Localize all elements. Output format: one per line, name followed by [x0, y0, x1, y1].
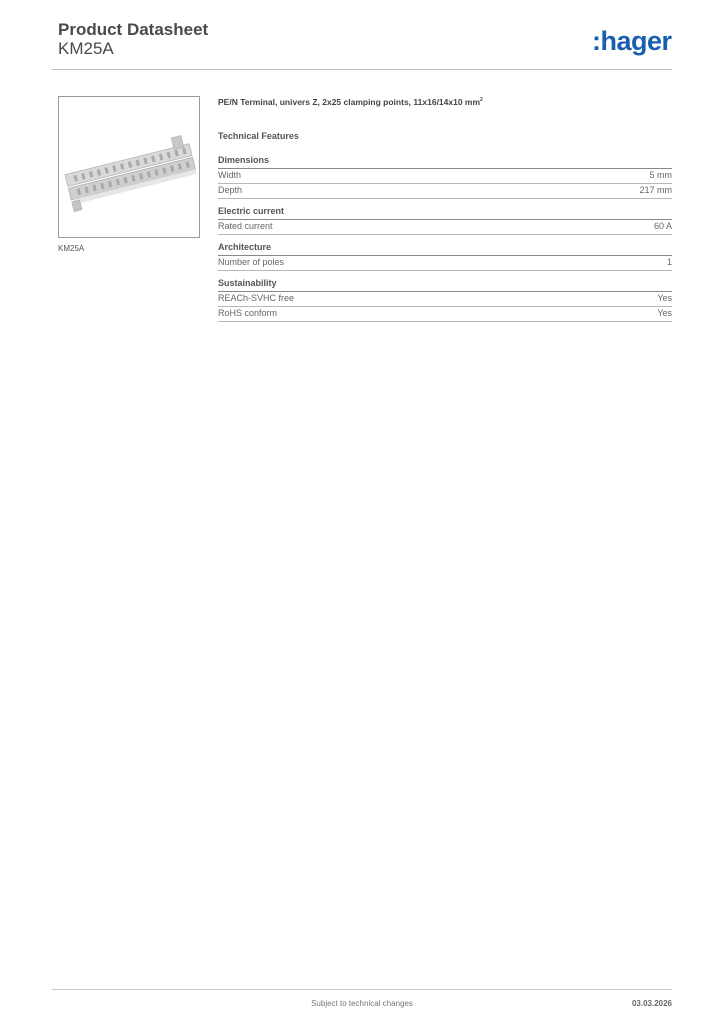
spec-row: [218, 292, 672, 307]
spec-label: RoHS conform: [218, 308, 278, 318]
section-electric-current: [218, 206, 672, 235]
section-title: Dimensions: [218, 155, 672, 169]
section-title: Electric current: [218, 206, 672, 220]
section-sustainability: [218, 278, 672, 322]
spec-value: 1: [666, 257, 672, 267]
spec-label: Number of poles: [218, 257, 285, 267]
hager-logo: :hager: [592, 26, 672, 56]
terminal-bar-illustration: [59, 97, 199, 237]
spec-value: Yes: [657, 293, 672, 303]
spec-label: Depth: [218, 185, 243, 195]
technical-features-heading: Technical Features: [218, 131, 299, 141]
spec-label: Width: [218, 170, 242, 180]
spec-row: [218, 184, 672, 199]
spec-row: [218, 169, 672, 184]
spec-row: [218, 307, 672, 322]
spec-label: Rated current: [218, 221, 273, 231]
product-description-text: PE/N Terminal, univers Z, 2x25 clamping points, 11x16/14x10 mm: [218, 97, 481, 107]
footer-note: Subject to technical changes: [311, 999, 413, 1008]
product-datasheet-title: Product Datasheet: [58, 20, 209, 39]
description-superscript: 2: [480, 97, 483, 104]
spec-value: Yes: [657, 308, 672, 318]
spec-label: REACh-SVHC free: [218, 293, 295, 303]
section-dimensions: [218, 155, 672, 199]
footer-date: 03.03.2026: [631, 999, 672, 1008]
section-title: Sustainability: [218, 278, 672, 292]
product-description: [218, 97, 672, 131]
footer-divider: [52, 989, 672, 990]
spec-value: 217 mm: [639, 185, 672, 195]
product-image-caption: KM25A: [58, 244, 85, 253]
product-image: [58, 96, 200, 238]
spec-value: 5 mm: [649, 170, 672, 180]
section-architecture: [218, 242, 672, 271]
product-reference: KM25A: [58, 39, 114, 58]
spec-row: [218, 220, 672, 235]
spec-row: [218, 256, 672, 271]
spec-value: 60 A: [653, 221, 672, 231]
header-divider: [52, 69, 672, 70]
section-title: Architecture: [218, 242, 672, 256]
datasheet-content: [218, 97, 672, 329]
